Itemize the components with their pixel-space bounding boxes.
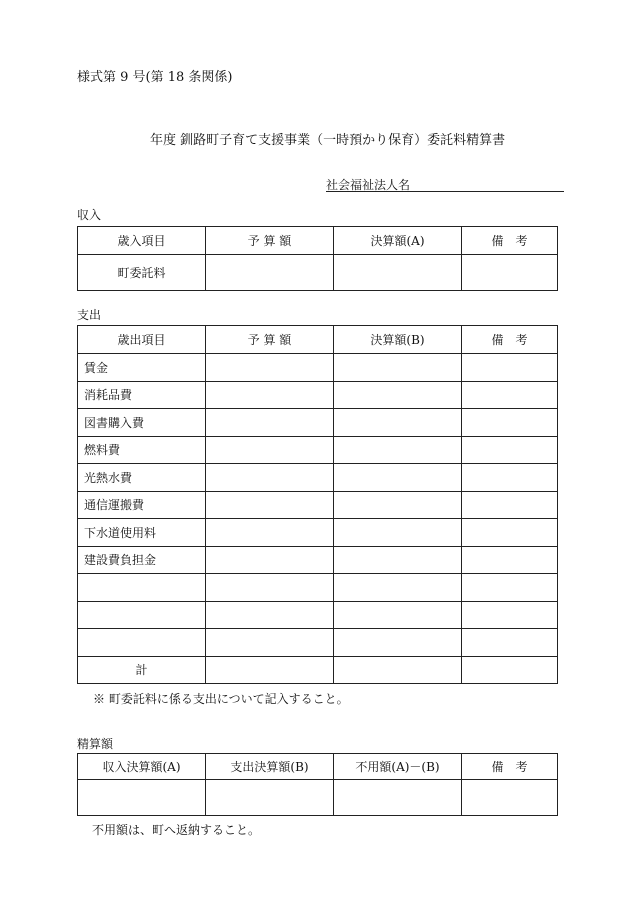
org-name-label: 社会福祉法人名: [326, 178, 411, 192]
expense-remarks-cell[interactable]: [462, 519, 558, 547]
expense-settlement-cell[interactable]: [334, 354, 462, 382]
expense-budget-cell[interactable]: [206, 464, 334, 492]
expense-budget-cell[interactable]: [206, 354, 334, 382]
expense-total-label: 計: [78, 656, 206, 684]
expense-settlement-cell[interactable]: [334, 629, 462, 657]
expense-table: [77, 325, 558, 684]
expense-budget-cell[interactable]: [206, 629, 334, 657]
expense-remarks-cell[interactable]: [462, 436, 558, 464]
settlement-income-cell[interactable]: [78, 780, 206, 816]
income-header-settlement: 決算額(A): [334, 227, 462, 255]
expense-remarks-cell[interactable]: [462, 574, 558, 602]
expense-item-cell: 下水道使用料: [78, 519, 206, 547]
expense-settlement-cell[interactable]: [334, 601, 462, 629]
expense-budget-cell[interactable]: [206, 491, 334, 519]
expense-header-row: [78, 326, 558, 354]
settlement-remarks-cell[interactable]: [462, 780, 558, 816]
expense-remarks-cell[interactable]: [462, 491, 558, 519]
expense-budget-cell[interactable]: [206, 574, 334, 602]
expense-total-settlement-cell[interactable]: [334, 656, 462, 684]
expense-item-cell: 賃金: [78, 354, 206, 382]
settlement-expense-cell[interactable]: [206, 780, 334, 816]
expense-settlement-cell[interactable]: [334, 381, 462, 409]
expense-total-row: [78, 656, 558, 684]
income-remarks-cell[interactable]: [462, 255, 558, 291]
settlement-header-row: [78, 754, 558, 780]
expense-item-cell: 光熱水費: [78, 464, 206, 492]
expense-remarks-cell[interactable]: [462, 409, 558, 437]
settlement-note: 不用額は、町へ返納すること。: [92, 823, 261, 837]
expense-budget-cell[interactable]: [206, 519, 334, 547]
income-header-budget: 予 算 額: [206, 227, 334, 255]
table-row: [78, 546, 558, 574]
table-row: [78, 436, 558, 464]
table-row: [78, 601, 558, 629]
expense-settlement-cell[interactable]: [334, 574, 462, 602]
expense-remarks-cell[interactable]: [462, 464, 558, 492]
expense-item-cell: 通信運搬費: [78, 491, 206, 519]
table-row: [78, 629, 558, 657]
expense-settlement-cell[interactable]: [334, 519, 462, 547]
settlement-header-unused: 不用額(A)－(B): [334, 754, 462, 780]
expense-item-cell: 消耗品費: [78, 381, 206, 409]
expense-budget-cell[interactable]: [206, 409, 334, 437]
income-header-remarks: 備 考: [462, 227, 558, 255]
expense-item-cell[interactable]: [78, 629, 206, 657]
settlement-unused-cell[interactable]: [334, 780, 462, 816]
settlement-table: [77, 753, 558, 816]
income-header-item: 歳入項目: [78, 227, 206, 255]
expense-settlement-cell[interactable]: [334, 409, 462, 437]
expense-settlement-cell[interactable]: [334, 491, 462, 519]
expense-item-cell: 図書購入費: [78, 409, 206, 437]
table-row: [78, 409, 558, 437]
expense-item-cell[interactable]: [78, 574, 206, 602]
org-name-line[interactable]: [326, 176, 564, 192]
income-header-row: [78, 227, 558, 255]
settlement-section-label: 精算額: [77, 737, 114, 751]
expense-remarks-cell[interactable]: [462, 601, 558, 629]
table-row: [78, 464, 558, 492]
expense-item-cell[interactable]: [78, 601, 206, 629]
table-row: [78, 574, 558, 602]
income-item-cell: 町委託料: [78, 255, 206, 291]
expense-settlement-cell[interactable]: [334, 546, 462, 574]
table-row: [78, 381, 558, 409]
table-row: [78, 491, 558, 519]
income-settlement-cell[interactable]: [334, 255, 462, 291]
income-table: [77, 226, 558, 291]
table-row: [78, 354, 558, 382]
expense-header-item: 歳出項目: [78, 326, 206, 354]
income-section-label: 収入: [77, 208, 102, 222]
expense-item-cell: 建設費負担金: [78, 546, 206, 574]
expense-section-label: 支出: [77, 308, 102, 322]
expense-remarks-cell[interactable]: [462, 354, 558, 382]
expense-note: ※ 町委託料に係る支出について記入すること。: [93, 692, 349, 706]
expense-settlement-cell[interactable]: [334, 436, 462, 464]
expense-header-settlement: 決算額(B): [334, 326, 462, 354]
settlement-header-expense: 支出決算額(B): [206, 754, 334, 780]
table-row: [78, 780, 558, 816]
expense-total-remarks-cell[interactable]: [462, 656, 558, 684]
expense-total-budget-cell[interactable]: [206, 656, 334, 684]
expense-remarks-cell[interactable]: [462, 546, 558, 574]
expense-settlement-cell[interactable]: [334, 464, 462, 492]
expense-remarks-cell[interactable]: [462, 629, 558, 657]
table-row: [78, 519, 558, 547]
settlement-header-remarks: 備 考: [462, 754, 558, 780]
expense-budget-cell[interactable]: [206, 381, 334, 409]
table-row: [78, 255, 558, 291]
expense-budget-cell[interactable]: [206, 601, 334, 629]
settlement-header-income: 収入決算額(A): [78, 754, 206, 780]
expense-header-remarks: 備 考: [462, 326, 558, 354]
document-title: 年度 釧路町子育て支援事業（一時預かり保育）委託料精算書: [150, 133, 506, 148]
form-number: 様式第 9 号(第 18 条関係): [77, 70, 233, 85]
expense-budget-cell[interactable]: [206, 436, 334, 464]
expense-remarks-cell[interactable]: [462, 381, 558, 409]
income-budget-cell[interactable]: [206, 255, 334, 291]
expense-header-budget: 予 算 額: [206, 326, 334, 354]
expense-budget-cell[interactable]: [206, 546, 334, 574]
expense-item-cell: 燃料費: [78, 436, 206, 464]
